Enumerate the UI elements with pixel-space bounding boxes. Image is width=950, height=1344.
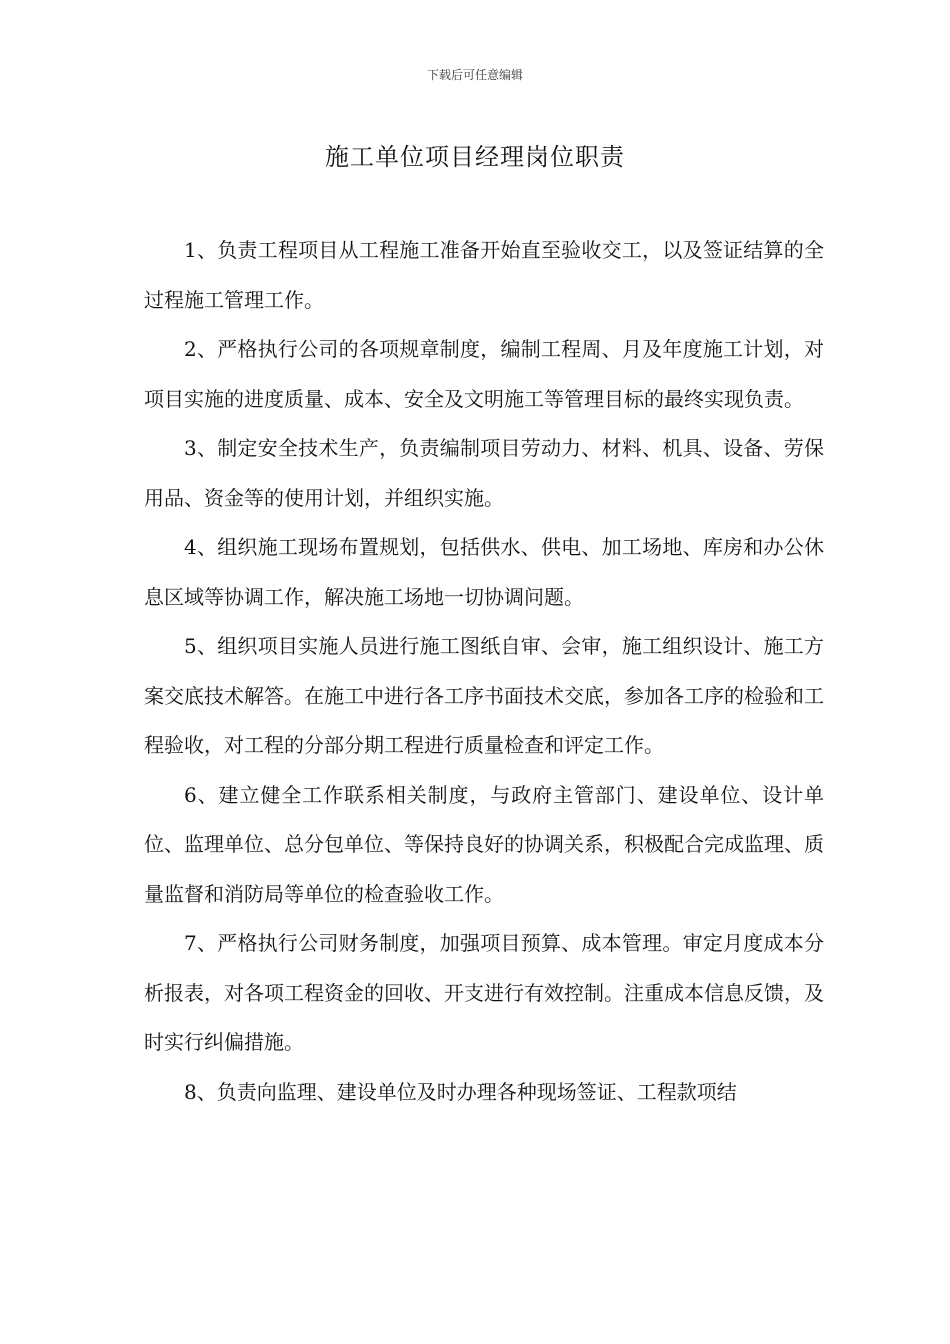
paragraph-5: 5、组织项目实施人员进行施工图纸自审、会审，施工组织设计、施工方案交底技术解答。在施工中进行各工序书面技术交底，参加各工序的检验和工程验收，对工程的分部分期工程进行质量检查和评定工作。: [144, 634, 824, 757]
paragraph-7: 7、严格执行公司财务制度，加强项目预算、成本管理。审定月度成本分析报表，对各项工程资金的回收、开支进行有效控制。注重成本信息反馈，及时实行纠偏措施。: [144, 931, 824, 1054]
document-body: [144, 226, 824, 1117]
header-note: 下载后可任意编辑: [426, 68, 523, 82]
paragraph-2: 2、严格执行公司的各项规章制度，编制工程周、月及年度施工计划，对项目实施的进度质量、成本、安全及文明施工等管理目标的最终实现负责。: [144, 337, 824, 411]
paragraph-3: 3、制定安全技术生产，负责编制项目劳动力、材料、机具、设备、劳保用品、资金等的使用计划，并组织实施。: [144, 436, 824, 510]
page-title: 施工单位项目经理岗位职责: [325, 143, 625, 171]
paragraph-8: 8、负责向监理、建设单位及时办理各种现场签证、工程款项结: [184, 1079, 737, 1104]
paragraph-6: 6、建立健全工作联系相关制度，与政府主管部门、建设单位、设计单位、监理单位、总分包单位、等保持良好的协调关系，积极配合完成监理、质量监督和消防局等单位的检查验收工作。: [144, 782, 824, 906]
paragraph-1: 1、负责工程项目从工程施工准备开始直至验收交工，以及签证结算的全过程施工管理工作。: [144, 238, 824, 312]
paragraph-4: 4、组织施工现场布置规划，包括供水、供电、加工场地、库房和办公休息区域等协调工作，解决施工场地一切协调问题。: [144, 535, 824, 609]
